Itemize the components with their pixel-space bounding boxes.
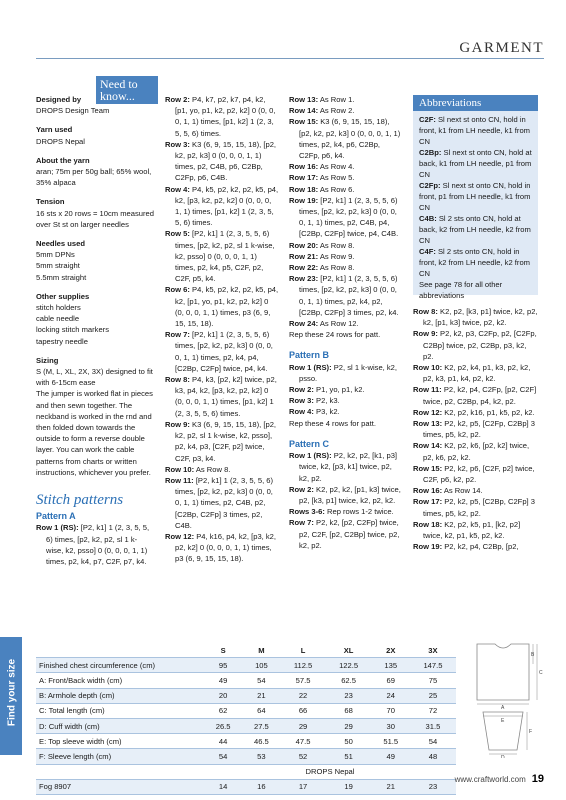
table-header: L [281, 643, 326, 658]
table-cell: 20 [204, 688, 242, 703]
row-text: K2, p2, k16, p1, k5, p2, k2. [442, 407, 535, 417]
row-text: As Row 8. [194, 464, 231, 474]
table-cell: 48 [410, 749, 456, 764]
row-label: Row 15: [289, 117, 319, 127]
sizing-label: Sizing [36, 355, 59, 365]
row-label: Rows 3-6: [289, 507, 325, 517]
row-label: Row 12: [165, 531, 195, 541]
table-row [36, 718, 456, 733]
row-text: P2, k2, p4, C2Bp, [p2, [442, 542, 519, 552]
row-label: Row 13: [289, 95, 319, 104]
pattern-row [289, 251, 402, 262]
table-cell: 66 [281, 703, 326, 718]
row-text: K2, p2, k5, p1, [k2, p2] twice, k2, p1, k5, p2, k2. [423, 519, 521, 541]
row-label: Row 18: [413, 519, 443, 529]
supply-item: tapestry needle [36, 336, 88, 346]
row-text: P4, k5, p2, k2, p2, k5, p4, k2, [p3, k2, p2, k2] 0 (0, 0, 0, 1, 1) times, [p1, k2] 1 (2, 3, 5, 5, 6) times. [175, 184, 279, 228]
row-text: P2, k2, p2, [k1, p3] twice, k2, [p3, k1] twice, p2, k2, p2. [299, 451, 398, 483]
tension-label: Tension [36, 197, 65, 207]
schematic-label: C [539, 670, 543, 676]
pattern-row [165, 329, 279, 374]
table-cell: 135 [372, 658, 410, 673]
table-cell: 23 [410, 779, 456, 794]
abbreviation-item [419, 180, 532, 213]
row-text: As Row 6. [318, 184, 355, 194]
about-yarn: aran; 75m per 50g ball; 65% wool, 35% alpaca [36, 167, 152, 188]
sizing: S (M, L, XL, 2X, 3X) designed to fit with 6-15cm ease [36, 367, 153, 388]
abbreviation-text: Sl next st onto CN, hold in front, p1 from LH needle, k1 from CN [419, 181, 531, 212]
yarn-used: DROPS Nepal [36, 136, 85, 146]
abbreviation-text: Sl 2 sts onto CN, hold at back, k2 from LH needle, k2 from CN [419, 214, 531, 245]
table-cell: 64 [242, 703, 280, 718]
row-text: K3 (6, 9, 15, 15, 18), [p2, k2, p2, sl 1 k-wise, k2, psso], p2, k4, p3, [C2F, p2] twice, C2F, p3, k4. [175, 419, 277, 463]
pattern-row [165, 475, 279, 531]
table-row [36, 658, 456, 673]
table-cell: 23 [326, 688, 372, 703]
abbreviations-title: Abbreviations [413, 95, 538, 111]
table-cell: 75 [410, 673, 456, 688]
pattern-row [289, 195, 402, 240]
row-text: Rep rows 1-2 twice. [324, 507, 394, 517]
pattern-c-title: Pattern C [289, 438, 330, 449]
table-cell: 147.5 [410, 658, 456, 673]
table-cell: 22 [281, 688, 326, 703]
table-cell: 62.5 [326, 673, 372, 688]
table-header-row [36, 643, 456, 658]
abbreviation-text: Sl 2 sts onto CN, hold in front, k2 from LH needle, k2 from CN [419, 247, 530, 278]
table-header: XL [326, 643, 372, 658]
needle-item: 5.5mm straight [36, 272, 87, 282]
pattern-row [289, 484, 402, 506]
table-header [36, 643, 204, 658]
table-cell: 52 [281, 749, 326, 764]
table-header: 3X [410, 643, 456, 658]
row-text: [P2, k1] 1 (2, 3, 5, 5, 6) times, [p2, k2, p2, sl 1 k-wise, k2, psso] 0 (0, 0, 0, 1, 1) times, p2, k4, p5, C2F, p2, C2F, p5, k4. [175, 229, 275, 284]
row-label: Row 18: [289, 184, 319, 194]
row-text: P2, k2, [p2, C2Fp] twice, p2, C2F, [p2, C2Bp] twice, p2, k2, p2. [299, 518, 400, 550]
table-cell: 70 [372, 703, 410, 718]
row-label: Row 17: [289, 173, 319, 183]
pattern-row [413, 440, 538, 462]
header-rule [36, 58, 544, 59]
row-text: P4, k5, p2, k2, p2, k5, p4, k2, [p1, yo, p1, k2, p2, k2] 0 (0, 0, 0, 1, 1) times, p3 (6, 9, 15, 15, 18). [175, 285, 279, 329]
table-cell: 51 [326, 749, 372, 764]
table-cell: 31.5 [410, 718, 456, 733]
row-label: Row 19: [289, 195, 319, 205]
table-header: M [242, 643, 280, 658]
stitch-patterns-title: Stitch patterns [36, 492, 124, 509]
about-yarn-label: About the yarn [36, 155, 90, 165]
designed-by-label: Designed by [36, 95, 82, 104]
table-cell: 49 [204, 673, 242, 688]
row-label: Row 9: [165, 419, 190, 429]
page-number: 19 [531, 773, 544, 785]
row-label: Row 13: [413, 419, 443, 429]
pattern-row [165, 94, 279, 139]
table-cell: 72 [410, 703, 456, 718]
row-label: Row 1 (RS): [36, 523, 79, 533]
row-label: Row 2: [165, 95, 190, 104]
table-cell: 57.5 [281, 673, 326, 688]
pattern-row [289, 506, 402, 517]
abbreviation-code: C4B: [419, 214, 437, 223]
pattern-row [413, 485, 538, 496]
table-cell: 21 [242, 688, 280, 703]
table-cell: 24 [372, 688, 410, 703]
row-label: Row 9: [413, 329, 438, 339]
garment-schematic [465, 638, 545, 758]
pattern-row [165, 464, 279, 475]
table-cell: E: Top sleeve width (cm) [36, 734, 204, 749]
row-text: K2, p2, [k3, p1] twice, k2, p2, k2, [p1, k3] twice, p2, k2. [423, 307, 538, 328]
pattern-row [289, 450, 402, 484]
table-cell: 30 [372, 718, 410, 733]
schematic-label: B [531, 652, 535, 658]
table-cell: 54 [204, 749, 242, 764]
yarn-row [36, 764, 456, 779]
table-cell: 50 [326, 734, 372, 749]
supply-item: cable needle [36, 314, 80, 324]
table-cell: 62 [204, 703, 242, 718]
table-header: 2X [372, 643, 410, 658]
row-text: As Row 8. [318, 240, 355, 250]
pattern-row [289, 240, 402, 251]
section-title: GARMENT [459, 40, 544, 56]
row-text: [P2, k1] 1 (2, 3, 5, 5, 6) times, [p2, k2, p2, sl 1 k-wise, k2, psso] 0 (0, 0, 0, 1, 1) times, p2, k4, p7, C2F, p7, k4. [46, 523, 150, 566]
pattern-row [289, 161, 402, 172]
row-text: P2, k2, p4, C2Fp, [p2, C2F] twice, p2, C2Bp, p4, k2, p2. [423, 385, 537, 406]
footer-url: www.craftworld.com [454, 775, 526, 784]
row-label: Row 15: [413, 463, 443, 473]
schematic-label: D [501, 755, 505, 758]
row-text: P4, k16, p4, k2, [p3, k2, p2, k2] 0 (0, 0, 0, 1, 1) times, p3 (6, 9, 15, 15, 18). [175, 531, 277, 564]
supply-item: locking stitch markers [36, 325, 110, 335]
row-text: P3, k2. [313, 407, 340, 417]
table-cell: 25 [410, 688, 456, 703]
table-cell: B: Armhole depth (cm) [36, 688, 204, 703]
pattern-row [413, 384, 538, 406]
row-label: Row 11: [413, 385, 442, 395]
row-label: Row 11: [165, 475, 194, 485]
table-header: S [204, 643, 242, 658]
row-label: Row 22: [289, 263, 319, 273]
pattern-row [165, 284, 279, 329]
row-label: Row 2: [289, 484, 314, 494]
row-label: Row 10: [413, 363, 443, 373]
pattern-b-title: Pattern B [289, 350, 330, 361]
schematic-label: E [501, 718, 505, 724]
row-label: Row 8: [413, 307, 438, 316]
row-text: [P2, k1] 1 (2, 3, 5, 5, 6) times, [p2, k2, p2, k3] 0 (0, 0, 0, 1, 1) times, p2, C4B, p2, [C2Bp, C2Fp] 3 times, p2, C4B. [175, 475, 274, 530]
pattern-row [165, 184, 279, 229]
pattern-row [289, 105, 402, 116]
pattern-row [413, 463, 538, 485]
table-cell: 14 [204, 779, 242, 794]
table-cell: A: Front/Back width (cm) [36, 673, 204, 688]
pattern-row [165, 139, 279, 184]
pattern-row [413, 362, 538, 384]
pattern-row [413, 328, 538, 362]
schematic-label: A [501, 705, 505, 711]
table-cell: 112.5 [281, 658, 326, 673]
row-text: P2, sl 1 k-wise, k2, psso. [299, 362, 398, 383]
table-cell: 54 [410, 734, 456, 749]
need-to-know-tab: Need to know... [96, 76, 158, 104]
row-text: As Row 12. [318, 319, 359, 329]
find-your-size-tab [0, 637, 22, 755]
table-cell [36, 764, 204, 779]
table-cell: Finished chest circumference (cm) [36, 658, 204, 673]
row-label: Row 4: [165, 184, 190, 194]
row-text: K2, p2, k6, [p2, k2] twice, p2, k6, p2, k2. [423, 441, 530, 462]
pattern-row [36, 522, 154, 567]
supply-item: stitch holders [36, 303, 81, 313]
abbreviation-text: Sl next st onto CN, hold in front, k1 from LH needle, k1 from CN [419, 115, 530, 146]
row-text: K2, p2, k2, [p1, k3] twice, p2, [k3, p1] twice, k2, p2, k2. [299, 484, 401, 505]
designed-by: DROPS Design Team [36, 106, 110, 116]
supplies-label: Other supplies [36, 291, 90, 301]
row-text: K2, p2, k4, p1, k3, p2, k2, p2, k3, p1, k4, p2, k2. [423, 363, 531, 384]
table-cell: 51.5 [372, 734, 410, 749]
row-text: As Row 4. [318, 162, 355, 172]
row-label: Row 5: [165, 229, 190, 239]
table-cell: 49 [372, 749, 410, 764]
needles-label: Needles used [36, 239, 85, 249]
pattern-row [289, 172, 402, 183]
row-text: K3 (6, 9, 15, 15, 18), [p2, k2, p2, k3] 0 (0, 0, 0, 1, 1) times, p2, C4B, p6, C2Bp, C2Fp, p6, C4B. [175, 139, 277, 183]
row-label: Row 2: [289, 385, 314, 395]
table-cell: 95 [204, 658, 242, 673]
row-label: Row 23: [289, 274, 319, 284]
row-text: As Row 2. [318, 106, 355, 116]
pattern-repeat: Rep these 24 rows for patt. [289, 330, 381, 340]
table-row [36, 749, 456, 764]
table-cell: 27.5 [242, 718, 280, 733]
table-cell: 21 [372, 779, 410, 794]
table-cell: 29 [326, 718, 372, 733]
abbreviations-note: See page 78 for all other abbreviations [419, 280, 503, 300]
pattern-row [289, 262, 402, 273]
table-row [36, 673, 456, 688]
pattern-row [165, 374, 279, 419]
table-cell: 46.5 [242, 734, 280, 749]
row-text: K3 (6, 9, 15, 15, 18), [p2, k2, p2, k3] 0 (0, 0, 0, 1, 1) times, p2, k4, p6, C2Bp, C2Fp, p6, k4. [299, 117, 401, 161]
row-label: Row 8: [165, 375, 190, 385]
row-label: Row 7: [165, 330, 190, 340]
pattern-row [413, 496, 538, 518]
abbreviation-item [419, 246, 532, 279]
pattern-bc-column [289, 94, 402, 551]
row-label: Row 21: [289, 251, 319, 261]
table-cell: 69 [372, 673, 410, 688]
row-text: [P2, k1] 1 (2, 3, 5, 5, 6) times, [p2, k2, p2, k3] 0 (0, 0, 0, 1, 1) times, p2, k4, p4, [C2Bp, C2Fp] twice, p4, k4. [175, 330, 273, 373]
row-text: P2, k2, p3, C2Fp, p2, [C2Fp, C2Bp] twice, p2, C2Bp, p3, k2, p2. [423, 329, 537, 361]
pattern-row [289, 395, 402, 406]
row-text: [P2, k1] 1 (2, 3, 5, 5, 6) times, [p2, k2, p2, k3] 0 (0, 0, 0, 1, 1) times, p2, k4, p2, [C2Bp, C2Fp] 3 times, p2, k4. [299, 274, 399, 317]
pattern-row [413, 418, 538, 440]
row-label: Row 19: [413, 542, 443, 552]
tension: 16 sts x 20 rows = 10cm measured over St st on larger needles [36, 208, 154, 229]
fog-row [36, 779, 456, 794]
table-cell: 44 [204, 734, 242, 749]
pattern-row [413, 541, 538, 552]
row-text: P1, yo, p1, k2. [313, 385, 365, 395]
row-label: Row 14: [413, 441, 443, 451]
abbreviation-code: C4F: [419, 247, 436, 256]
pattern-c-continued [413, 306, 538, 552]
table-row [36, 688, 456, 703]
table-cell: 68 [326, 703, 372, 718]
pattern-row [289, 517, 402, 551]
row-label: Row 1 (RS): [289, 451, 332, 461]
row-text: As Row 5. [318, 173, 355, 183]
pattern-a-column [165, 94, 279, 565]
pattern-row [289, 116, 402, 161]
pattern-row [413, 519, 538, 541]
row-text: As Row 8. [318, 263, 355, 273]
pattern-row [413, 306, 538, 328]
table-cell: 53 [242, 749, 280, 764]
row-text: As Row 1. [318, 95, 355, 104]
row-label: Row 10: [165, 464, 195, 474]
row-text: P2, k2, p6, [C2F, p2] twice, C2F, p6, k2, p2. [423, 463, 535, 485]
table-cell: 16 [242, 779, 280, 794]
table-cell: C: Total length (cm) [36, 703, 204, 718]
pattern-row [165, 531, 279, 565]
abbreviation-code: C2F: [419, 115, 436, 124]
abbreviation-item [419, 213, 532, 246]
row-text: As Row 9. [318, 251, 355, 261]
row-text: As Row 14. [442, 486, 483, 496]
row-text: [P2, k1] 1 (2, 3, 5, 5, 6) times, [p2, k2, p2, k3] 0 (0, 0, 0, 1, 1) times, p2, C4B, p4, [C2Bp, C2Fp] twice, p4, C4B. [299, 195, 399, 239]
size-table [36, 643, 456, 795]
row-text: P4, k3, [p2, k2] twice, p2, k3, p4, k2, [p3, k2, p2, k2] 0 (0, 0, 0, 1, 1) times, [p1, k2] 1 (2, 3, 5, 5, 6) times. [175, 375, 277, 418]
info-column [36, 94, 154, 567]
schematic-label: F [529, 729, 533, 735]
pattern-row [289, 94, 402, 105]
find-your-size-label: Find your size [6, 658, 18, 727]
yarn-used-label: Yarn used [36, 125, 73, 135]
abbreviation-text: Sl next st onto CN, hold at back, k1 from LH needle, p1 from CN [419, 148, 532, 179]
table-cell: 26.5 [204, 718, 242, 733]
abbreviations-list [413, 111, 538, 301]
needle-item: 5mm straight [36, 261, 80, 271]
row-label: Row 12: [413, 407, 443, 417]
pattern-row [165, 228, 279, 284]
body-outline [477, 644, 529, 700]
yarn-name-cell: DROPS Nepal [204, 764, 456, 779]
row-label: Row 7: [289, 518, 314, 528]
pattern-row [413, 407, 538, 418]
pattern-a-title: Pattern A [36, 511, 76, 522]
row-label: Row 16: [289, 162, 319, 172]
table-cell: F: Sleeve length (cm) [36, 749, 204, 764]
table-row [36, 703, 456, 718]
row-label: Row 3: [165, 139, 190, 149]
row-text: P2, k3. [313, 396, 340, 406]
pattern-row [289, 406, 402, 417]
row-label: Row 16: [413, 486, 443, 496]
table-cell: 105 [242, 658, 280, 673]
table-cell: 19 [326, 779, 372, 794]
needle-item: 5mm DPNs [36, 250, 75, 260]
abbreviations-box [413, 95, 538, 300]
intro-text: The jumper is worked flat in pieces and then sewn together. The neckband is worked in the rnd and then folded down towards the outside to form a reverse double layer. You can work the cable patterns from charts or written instructions, whichever you prefer. [36, 389, 153, 477]
pattern-row [165, 419, 279, 464]
row-label: Row 17: [413, 497, 443, 507]
table-cell: 29 [281, 718, 326, 733]
pattern-row [289, 362, 402, 384]
row-label: Row 6: [165, 285, 190, 295]
pattern-row [289, 184, 402, 195]
pattern-row [289, 384, 402, 395]
pattern-repeat: Rep these 4 rows for patt. [289, 418, 376, 428]
table-cell: D: Cuff width (cm) [36, 718, 204, 733]
footer [455, 773, 544, 785]
table-row [36, 734, 456, 749]
abbreviation-item [419, 114, 532, 147]
table-cell: 47.5 [281, 734, 326, 749]
row-label: Row 4: [289, 407, 314, 417]
row-label: Row 14: [289, 106, 319, 116]
row-text: P4, k7, p2, k7, p4, k2, [p1, yo, p1, k2, p2, k2] 0 (0, 0, 0, 1, 1) times, [p1, k2] 1 (2, 3, 5, 5, 6) times. [175, 95, 276, 138]
row-label: Row 24: [289, 319, 319, 329]
row-label: Row 1 (RS): [289, 362, 332, 372]
pattern-row [289, 318, 402, 329]
abbreviation-code: C2Bp: [419, 148, 442, 157]
abbreviation-item [419, 147, 532, 180]
row-label: Row 3: [289, 396, 314, 406]
table-cell: 122.5 [326, 658, 372, 673]
table-cell: Fog 8907 [36, 779, 204, 794]
pattern-row [289, 273, 402, 318]
table-cell: 54 [242, 673, 280, 688]
table-cell: 17 [281, 779, 326, 794]
row-text: P2, k2, p5, [C2Fp, C2Bp] 3 times, p5, k2, p2. [423, 419, 535, 440]
row-text: P2, k2, p5, [C2Bp, C2Fp] 3 times, p5, k2, p2. [423, 497, 535, 518]
abbreviation-code: C2Fp: [419, 181, 441, 190]
row-label: Row 20: [289, 240, 319, 250]
